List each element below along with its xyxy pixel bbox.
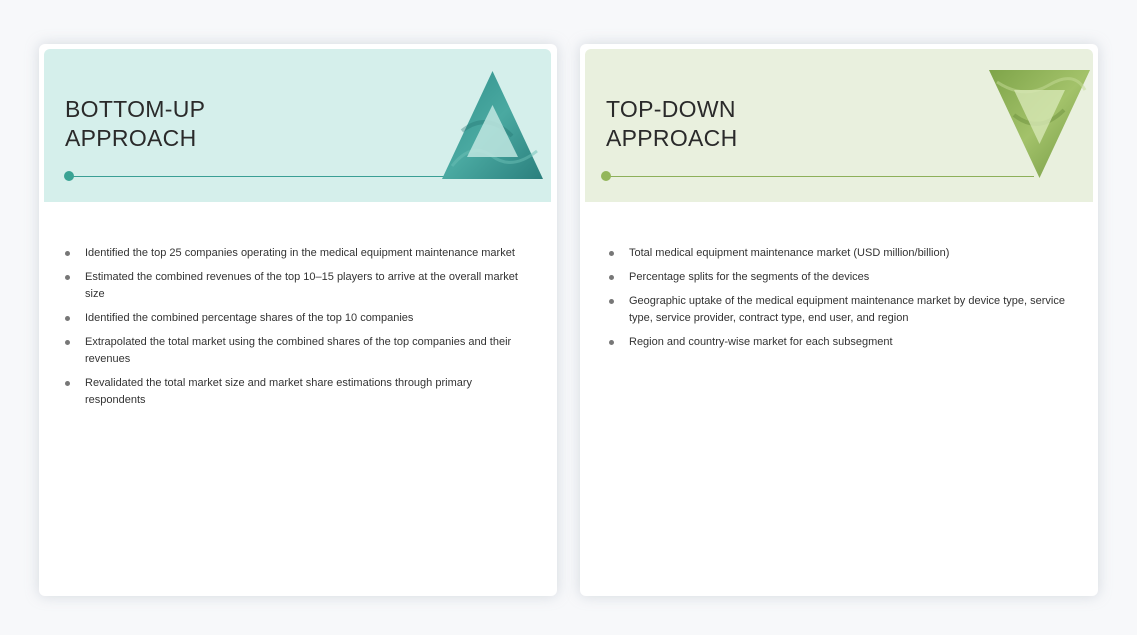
top-down-list [609, 245, 1085, 358]
bottom-up-title-line1: BOTTOM-UP [65, 96, 206, 122]
triangle-down-icon [989, 70, 1090, 178]
list-item: Extrapolated the total market using the combined shares of the top companies and their revenues [65, 334, 535, 368]
list-item: Identified the top 25 companies operating in the medical equipment maintenance market [65, 245, 535, 262]
top-down-title [606, 95, 866, 153]
list-item: Region and country-wise market for each subsegment [609, 334, 1085, 351]
list-item: Revalidated the total market size and market share estimations through primary respondents [65, 375, 535, 409]
list-item: Geographic uptake of the medical equipment maintenance market by device type, service type, service provider, contract type, end user, and region [609, 293, 1085, 327]
top-down-rule [606, 176, 1034, 177]
top-down-dot [601, 171, 611, 181]
bottom-up-title [65, 95, 325, 153]
bottom-up-title-line2: APPROACH [65, 125, 197, 151]
bottom-up-dot [64, 171, 74, 181]
list-item: Identified the combined percentage shares of the top 10 companies [65, 310, 535, 327]
list-item: Total medical equipment maintenance market (USD million/billion) [609, 245, 1085, 262]
bottom-up-rule [68, 176, 446, 177]
top-down-header [585, 49, 1093, 202]
bottom-up-header [44, 49, 551, 202]
top-down-panel [580, 44, 1098, 596]
list-item: Percentage splits for the segments of the devices [609, 269, 1085, 286]
bottom-up-panel [39, 44, 557, 596]
top-down-title-line1: TOP-DOWN [606, 96, 736, 122]
list-item: Estimated the combined revenues of the top 10–15 players to arrive at the overall market size [65, 269, 535, 303]
bottom-up-list [65, 245, 535, 416]
triangle-up-icon [442, 71, 543, 179]
top-down-title-line2: APPROACH [606, 125, 738, 151]
